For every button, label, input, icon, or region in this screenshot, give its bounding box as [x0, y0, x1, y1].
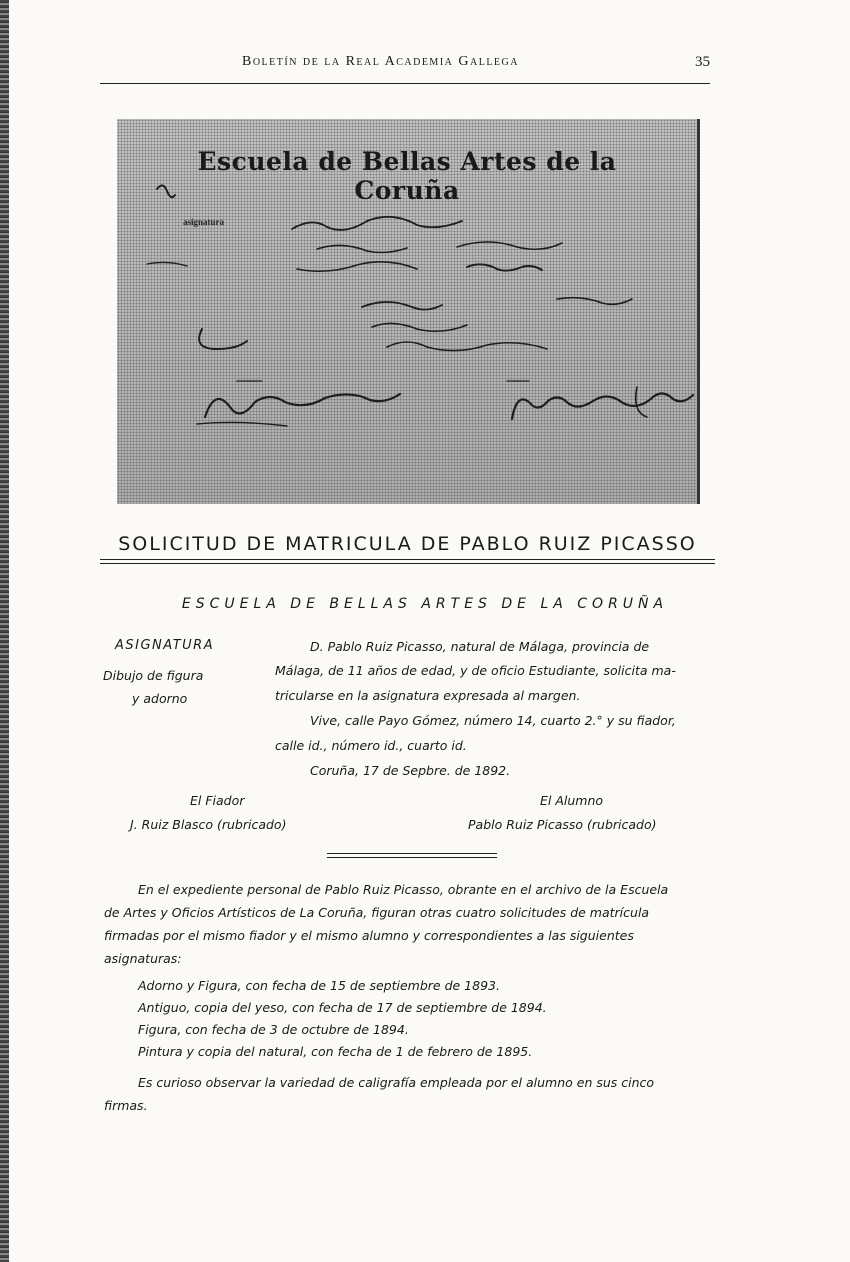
- date-line: Coruña, 17 de Sepbre. de 1892.: [310, 763, 511, 778]
- body-line-5: calle id., número id., cuarto id.: [275, 738, 467, 753]
- alumno-label: El Alumno: [540, 793, 604, 808]
- page-binding-edge: [0, 0, 9, 1262]
- list-item-3: Figura, con fecha de 3 de octubre de 1894.: [138, 1022, 409, 1037]
- photo-field-label: asignatura: [183, 217, 225, 227]
- list-item-4: Pintura y copia del natural, con fecha de 1 de febrero de 1895.: [138, 1044, 533, 1059]
- separator-rule-top: [327, 853, 497, 854]
- school-name: ESCUELA DE BELLAS ARTES DE LA CORUÑA: [181, 596, 669, 612]
- document-photo: [117, 119, 700, 504]
- separator-rule-bottom: [327, 857, 497, 858]
- fiador-label: El Fiador: [190, 793, 245, 808]
- title-rule-bottom: [100, 563, 715, 564]
- document-title: SOLICITUD DE MATRICULA DE PABLO RUIZ PICASSO: [118, 533, 697, 555]
- fiador-name: J. Ruiz Blasco (rubricado): [130, 817, 287, 832]
- title-rule-top: [100, 559, 715, 560]
- para1-line-3: firmadas por el mismo fiador y el mismo alumno y correspondientes a las siguientes: [104, 928, 634, 943]
- header-rule: [100, 83, 710, 84]
- alumno-name: Pablo Ruiz Picasso (rubricado): [468, 817, 657, 832]
- list-item-2: Antiguo, copia del yeso, con fecha de 17 de septiembre de 1894.: [138, 1000, 547, 1015]
- para1-line-4: asignaturas:: [104, 951, 182, 966]
- page-number: 35: [695, 54, 710, 70]
- asignatura-label: ASIGNATURA: [115, 638, 215, 653]
- para2-line-2: firmas.: [104, 1098, 148, 1113]
- body-line-2: Málaga, de 11 años de edad, y de oficio Estudiante, solicita ma-: [275, 663, 676, 678]
- body-line-1: D. Pablo Ruiz Picasso, natural de Málaga, provincia de: [310, 639, 650, 654]
- para1-line-2: de Artes y Oficios Artísticos de La Coruña, figuran otras cuatro solicitudes de matrícula: [104, 905, 650, 920]
- handwriting-marks: [117, 119, 697, 504]
- running-head: [100, 54, 710, 74]
- asignatura-line-1: Dibujo de figura: [103, 668, 204, 683]
- photo-header: Escuela de Bellas Artes de la Coruña: [197, 147, 617, 205]
- para2-line-1: Es curioso observar la variedad de caligrafía empleada por el alumno en sus cinco: [138, 1075, 655, 1090]
- body-line-3: tricularse en la asignatura expresada al margen.: [275, 688, 581, 703]
- journal-title: Boletín de la Real Academia Gallega: [242, 54, 519, 69]
- para1-line-1: En el expediente personal de Pablo Ruiz Picasso, obrante en el archivo de la Escuela: [138, 882, 669, 897]
- list-item-1: Adorno y Figura, con fecha de 15 de septiembre de 1893.: [138, 978, 500, 993]
- body-line-4: Vive, calle Payo Gómez, número 14, cuarto 2.° y su fiador,: [310, 713, 676, 728]
- asignatura-line-2: y adorno: [132, 691, 188, 706]
